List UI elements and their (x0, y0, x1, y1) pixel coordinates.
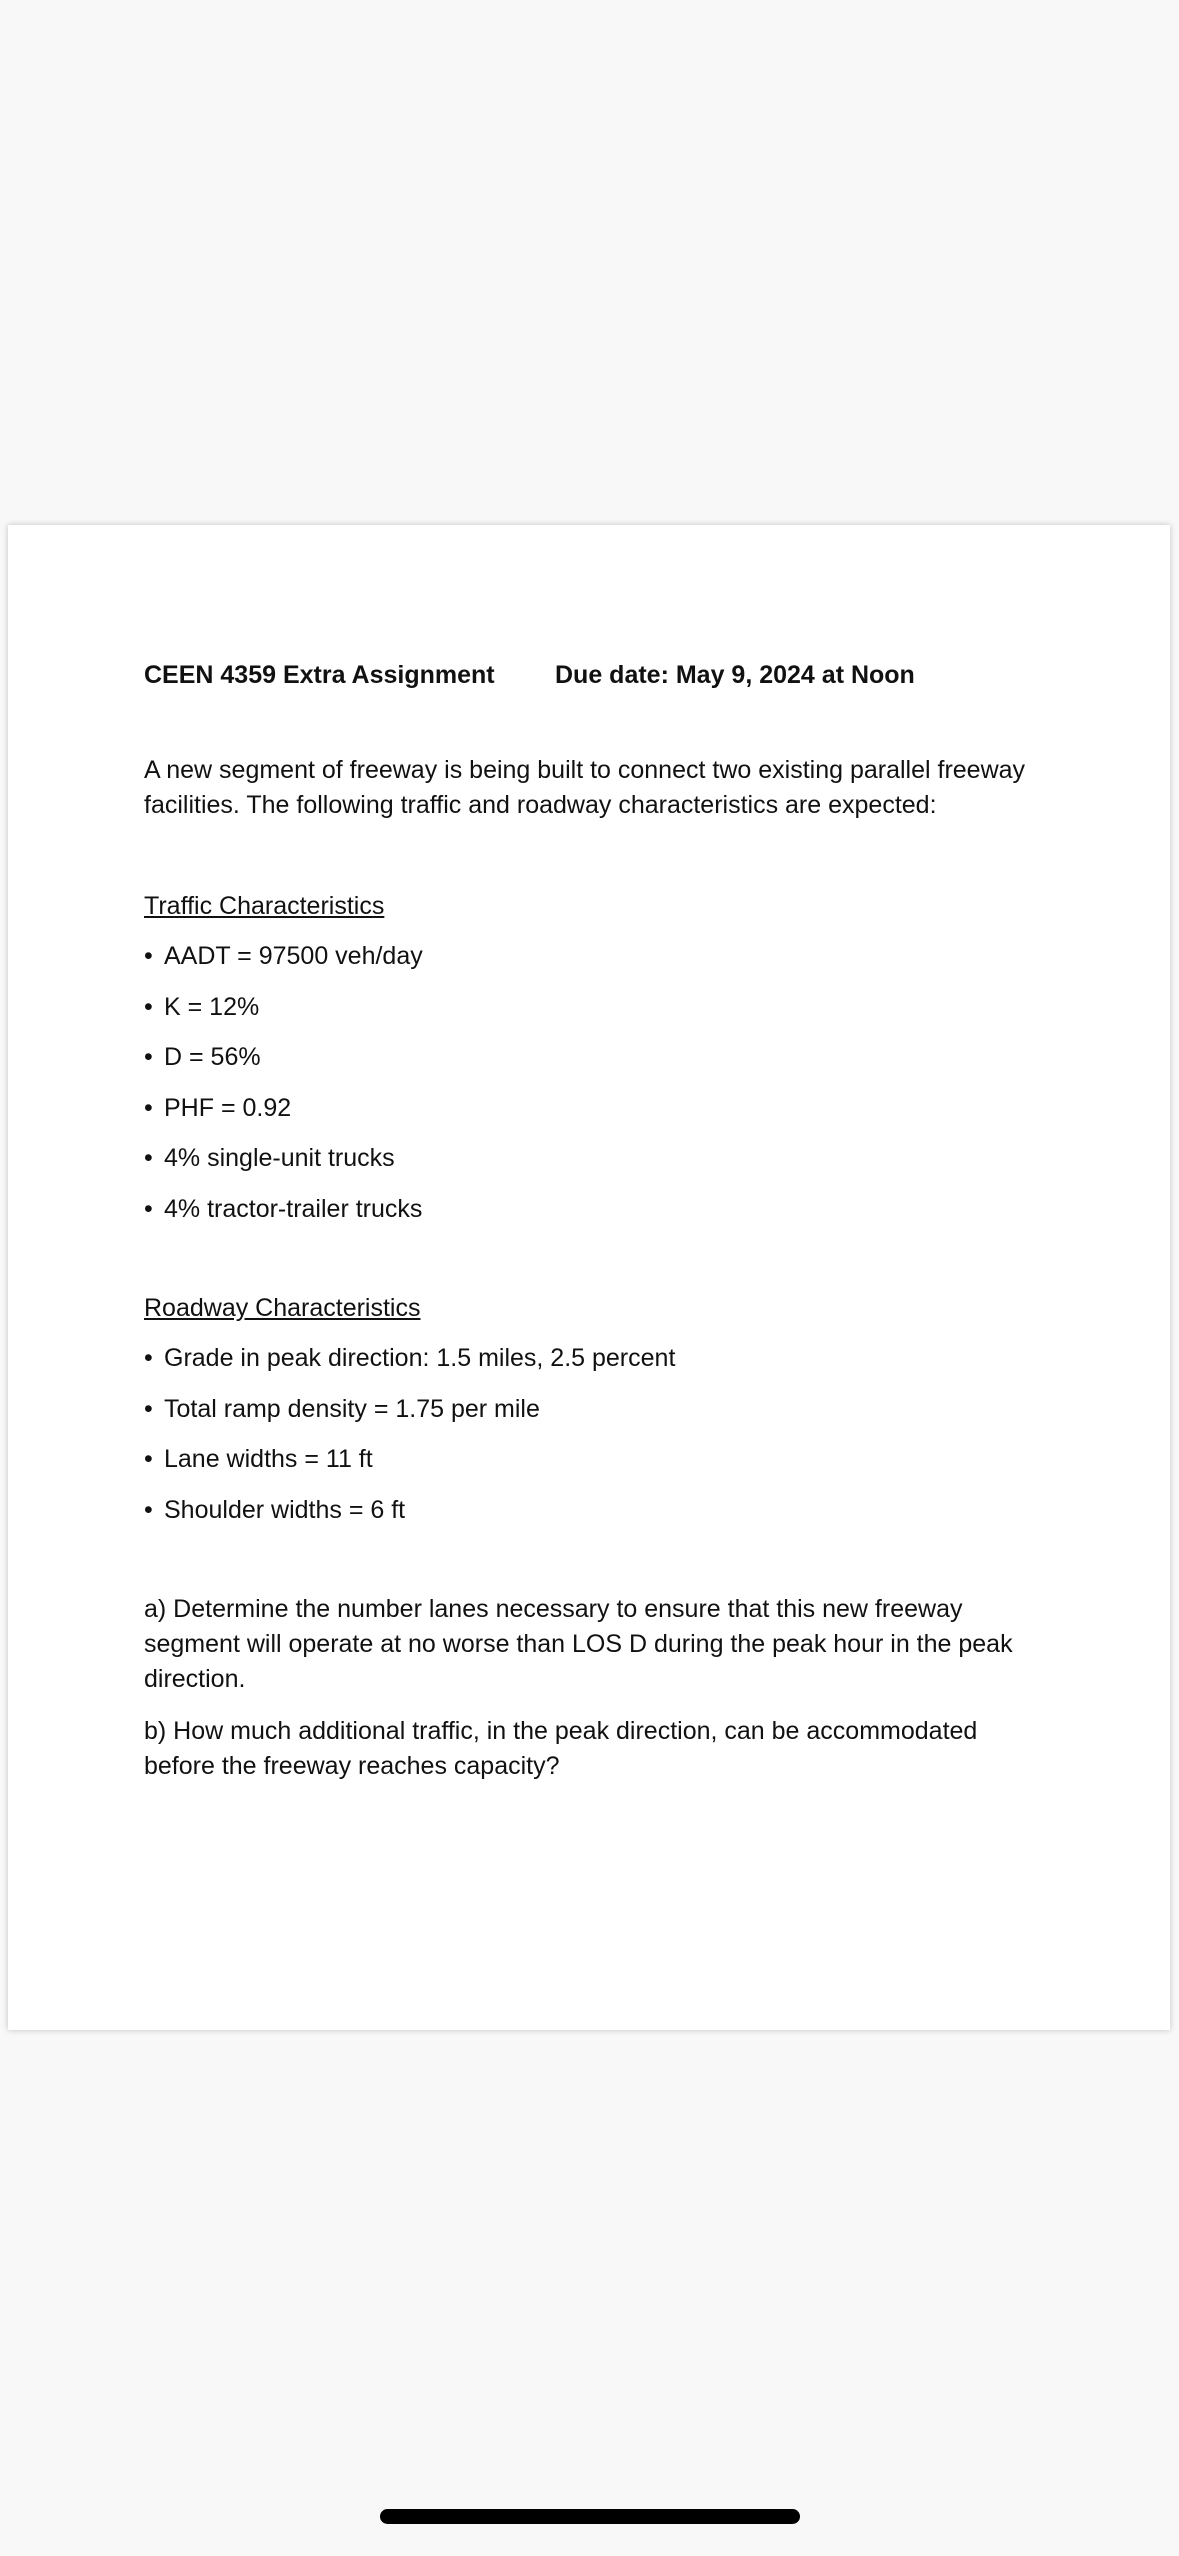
intro-paragraph: A new segment of freeway is being built to connect two existing parallel freeway facilities. The following traffic and roadway characteristics are expected: (144, 756, 1026, 819)
home-indicator[interactable] (380, 2509, 800, 2524)
list-item: • PHF = 0.92 (144, 1093, 292, 1122)
list-item: • Lane widths = 11 ft (144, 1445, 373, 1473)
roadway-section-title: Roadway Characteristics (144, 1294, 421, 1322)
bullet-icon: • (144, 1394, 153, 1423)
bullet-icon: • (144, 1093, 153, 1122)
bullet-icon: • (144, 992, 153, 1021)
list-item: • D = 56% (144, 1043, 261, 1071)
list-item: • K = 12% (144, 992, 260, 1021)
list-item: • 4% single-unit trucks (144, 1144, 395, 1172)
question-b: b) How much additional traffic, in the peak direction, can be accommodated before the freeway reaches capacity? (144, 1717, 978, 1780)
traffic-section-title: Traffic Characteristics (144, 892, 385, 920)
list-item: • 4% tractor-trailer trucks (144, 1194, 423, 1223)
course-title: CEEN 4359 Extra Assignment (144, 661, 495, 689)
bullet-icon: • (144, 1344, 153, 1372)
list-item: • Shoulder widths = 6 ft (144, 1495, 406, 1524)
roadway-list (144, 1343, 675, 1545)
bullet-icon: • (144, 1194, 153, 1223)
bullet-icon: • (144, 1043, 153, 1071)
list-item: • Total ramp density = 1.75 per mile (144, 1394, 540, 1423)
document-page (8, 525, 1170, 2030)
bullet-icon: • (144, 942, 153, 970)
question-a: a) Determine the number lanes necessary to ensure that this new freeway segment will operate at no worse than LOS D during the peak hour in the peak direction. (144, 1595, 1013, 1693)
traffic-list (144, 941, 423, 1244)
list-item: • Grade in peak direction: 1.5 miles, 2.5 percent (144, 1344, 676, 1372)
list-item: • AADT = 97500 veh/day (144, 942, 423, 970)
bullet-icon: • (144, 1495, 153, 1524)
bullet-icon: • (144, 1144, 153, 1172)
bullet-icon: • (144, 1445, 153, 1473)
due-date: Due date: May 9, 2024 at Noon (555, 661, 915, 689)
